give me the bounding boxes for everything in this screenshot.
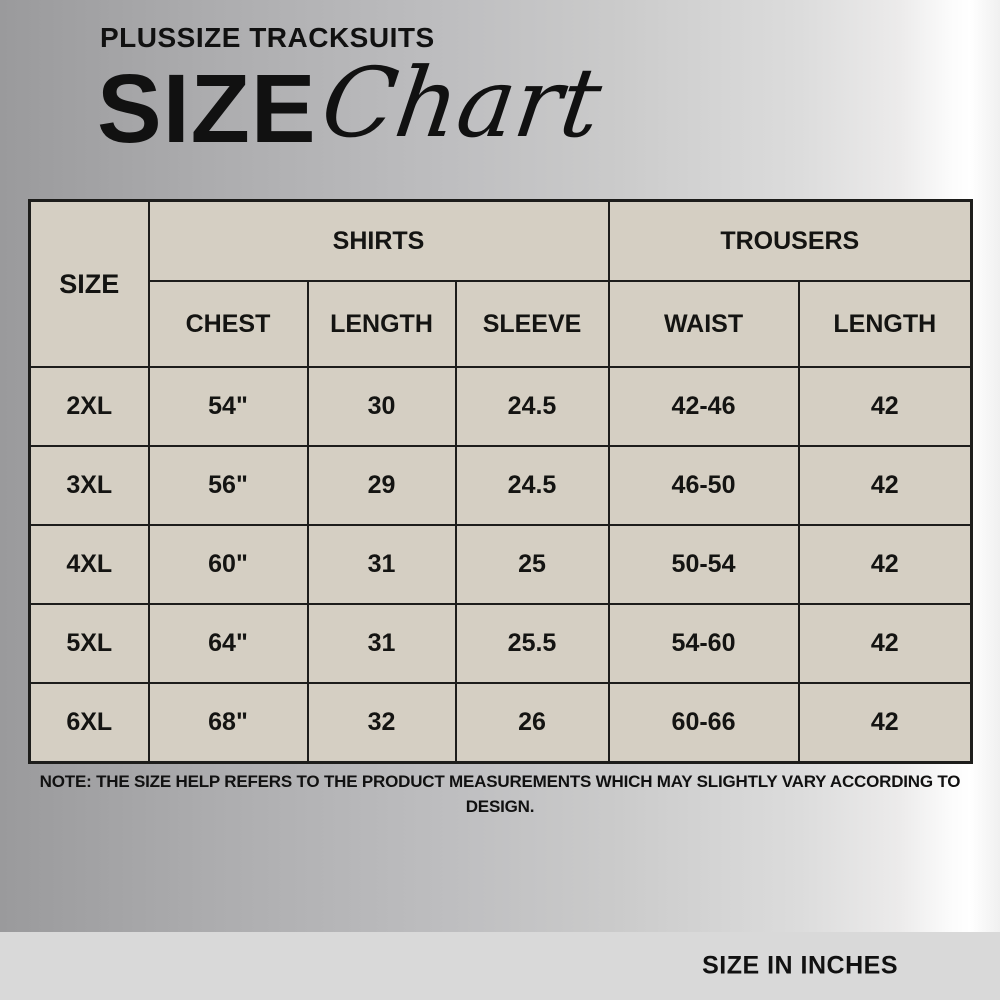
trouser-length-value: 42 xyxy=(799,604,972,683)
chest-value: 56" xyxy=(149,446,308,525)
waist-value: 42-46 xyxy=(609,367,799,446)
trouser-length-value: 42 xyxy=(799,446,972,525)
column-header-trouser-length: LENGTH xyxy=(799,281,972,367)
waist-value: 46-50 xyxy=(609,446,799,525)
waist-value: 50-54 xyxy=(609,525,799,604)
sleeve-value: 24.5 xyxy=(456,367,609,446)
size-label: 6XL xyxy=(30,683,149,763)
column-header-waist: WAIST xyxy=(609,281,799,367)
table-row-5xl xyxy=(30,604,972,683)
table-sub-header-row xyxy=(30,281,972,367)
chest-value: 54" xyxy=(149,367,308,446)
page-title xyxy=(97,47,608,163)
chest-value: 64" xyxy=(149,604,308,683)
size-label: 4XL xyxy=(30,525,149,604)
table-group-header-row xyxy=(30,201,972,282)
sleeve-value: 26 xyxy=(456,683,609,763)
trouser-length-value: 42 xyxy=(799,683,972,763)
size-chart-table xyxy=(28,199,973,764)
waist-value: 54-60 xyxy=(609,604,799,683)
shirt-length-value: 29 xyxy=(308,446,456,525)
table-row-6xl xyxy=(30,683,972,763)
table-row-3xl xyxy=(30,446,972,525)
column-group-shirts: SHIRTS xyxy=(149,201,609,282)
shirt-length-value: 30 xyxy=(308,367,456,446)
size-label: 3XL xyxy=(30,446,149,525)
trouser-length-value: 42 xyxy=(799,367,972,446)
chest-value: 68" xyxy=(149,683,308,763)
column-header-size: SIZE xyxy=(30,201,149,368)
column-group-trousers: TROUSERS xyxy=(609,201,972,282)
measurement-note: NOTE: THE SIZE HELP REFERS TO THE PRODUCT MEASUREMENTS WHICH MAY SLIGHTLY VARY ACCORDING TO DESIGN. xyxy=(39,772,961,816)
shirt-length-value: 31 xyxy=(308,525,456,604)
sleeve-value: 25.5 xyxy=(456,604,609,683)
chest-value: 60" xyxy=(149,525,308,604)
brand-title: PLUSSIZE TRACKSUITS xyxy=(100,22,435,53)
size-label: 2XL xyxy=(30,367,149,446)
size-label: 5XL xyxy=(30,604,149,683)
waist-value: 60-66 xyxy=(609,683,799,763)
shirt-length-value: 31 xyxy=(308,604,456,683)
sleeve-value: 25 xyxy=(456,525,609,604)
page-title-size-word: SIZE xyxy=(97,54,317,163)
table-row-4xl xyxy=(30,525,972,604)
column-header-sleeve: SLEEVE xyxy=(456,281,609,367)
table-row-2xl xyxy=(30,367,972,446)
page-title-chart-word: Chart xyxy=(314,47,608,159)
column-header-shirt-length: LENGTH xyxy=(308,281,456,367)
trouser-length-value: 42 xyxy=(799,525,972,604)
shirt-length-value: 32 xyxy=(308,683,456,763)
column-header-chest: CHEST xyxy=(149,281,308,367)
sleeve-value: 24.5 xyxy=(456,446,609,525)
footer-strip xyxy=(0,932,1000,1000)
size-in-inches-label: SIZE IN INCHES xyxy=(702,951,898,980)
